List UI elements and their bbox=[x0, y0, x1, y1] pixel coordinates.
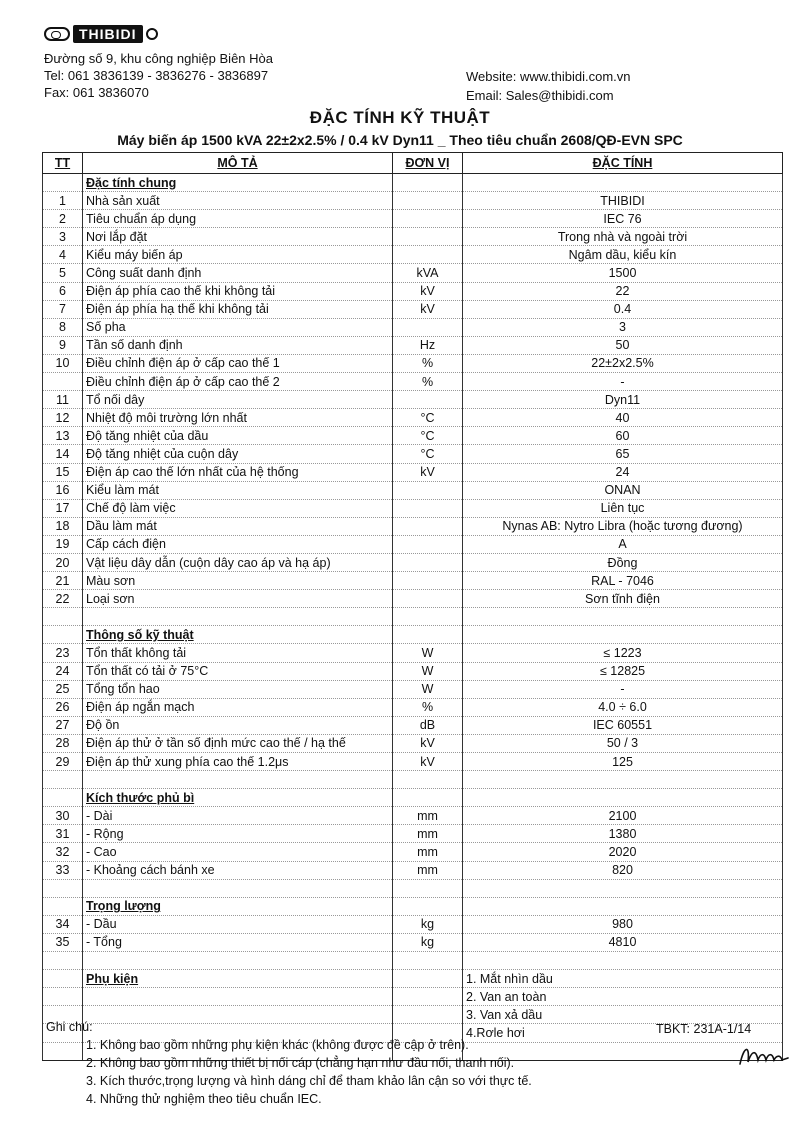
row-number: 17 bbox=[43, 499, 83, 517]
row-description: Đặc tính chung bbox=[83, 174, 393, 192]
row-description: Loại sơn bbox=[83, 590, 393, 608]
table-row bbox=[43, 879, 783, 897]
row-value: Nynas AB: Nytro Libra (hoặc tương đương) bbox=[463, 517, 783, 535]
row-description: Công suất danh định bbox=[83, 264, 393, 282]
row-number: 14 bbox=[43, 445, 83, 463]
row-description: Điện áp thử xung phía cao thế 1.2μs bbox=[83, 753, 393, 771]
row-description: Màu sơn bbox=[83, 572, 393, 590]
table-row bbox=[43, 825, 783, 843]
company-logo bbox=[44, 24, 176, 44]
table-row bbox=[43, 192, 783, 210]
row-description: Điện áp cao thế lớn nhất của hệ thống bbox=[83, 463, 393, 481]
row-description: Độ tăng nhiệt của cuộn dây bbox=[83, 445, 393, 463]
row-unit: kV bbox=[393, 282, 463, 300]
table-header-row bbox=[43, 153, 783, 174]
row-description: Tổ nối dây bbox=[83, 391, 393, 409]
row-number: 5 bbox=[43, 264, 83, 282]
row-value: Liên tục bbox=[463, 499, 783, 517]
row-value: Đồng bbox=[463, 553, 783, 571]
row-description: Số pha bbox=[83, 318, 393, 336]
row-value: 0.4 bbox=[463, 300, 783, 318]
table-row bbox=[43, 499, 783, 517]
row-unit bbox=[393, 228, 463, 246]
row-value: 40 bbox=[463, 409, 783, 427]
document-subtitle: Máy biến áp 1500 kVA 22±2x2.5% / 0.4 kV Dyn11 _ Theo tiêu chuẩn 2608/QĐ-EVN SPC bbox=[117, 132, 683, 148]
table-row bbox=[43, 409, 783, 427]
row-description bbox=[83, 988, 393, 1006]
row-number bbox=[43, 988, 83, 1006]
row-number: 21 bbox=[43, 572, 83, 590]
row-number: 31 bbox=[43, 825, 83, 843]
table-row bbox=[43, 590, 783, 608]
row-description: Tổng tổn hao bbox=[83, 680, 393, 698]
row-number bbox=[43, 608, 83, 626]
row-unit: kVA bbox=[393, 264, 463, 282]
row-unit bbox=[393, 246, 463, 264]
logo-ring-icon bbox=[44, 27, 70, 41]
row-value: 2020 bbox=[463, 843, 783, 861]
table-row bbox=[43, 952, 783, 970]
table-row bbox=[43, 427, 783, 445]
row-number: 18 bbox=[43, 517, 83, 535]
row-number: 12 bbox=[43, 409, 83, 427]
row-unit bbox=[393, 318, 463, 336]
row-value: 820 bbox=[463, 861, 783, 879]
row-description bbox=[83, 771, 393, 789]
row-value: 50 bbox=[463, 336, 783, 354]
table-row bbox=[43, 662, 783, 680]
table-section-row bbox=[43, 174, 783, 192]
row-value: 4810 bbox=[463, 933, 783, 951]
row-unit: W bbox=[393, 680, 463, 698]
row-number: 29 bbox=[43, 753, 83, 771]
row-unit bbox=[393, 572, 463, 590]
document-code: TBKT: 231A-1/14 bbox=[656, 1022, 752, 1036]
table-row bbox=[43, 336, 783, 354]
row-description: Vật liệu dây dẫn (cuộn dây cao áp và hạ áp) bbox=[83, 553, 393, 571]
row-value: IEC 76 bbox=[463, 210, 783, 228]
header-description: MÔ TẢ bbox=[83, 153, 393, 174]
table-row bbox=[43, 445, 783, 463]
row-value: - bbox=[463, 680, 783, 698]
row-value: Ngâm dầu, kiểu kín bbox=[463, 246, 783, 264]
row-description: Tiêu chuẩn áp dụng bbox=[83, 210, 393, 228]
row-value: 2. Van an toàn bbox=[463, 988, 783, 1006]
row-number: 23 bbox=[43, 644, 83, 662]
row-description: - Tổng bbox=[83, 933, 393, 951]
row-description bbox=[83, 952, 393, 970]
table-row bbox=[43, 861, 783, 879]
row-value: A bbox=[463, 535, 783, 553]
row-number: 9 bbox=[43, 336, 83, 354]
table-row bbox=[43, 843, 783, 861]
row-description: Nhiệt độ môi trường lớn nhất bbox=[83, 409, 393, 427]
row-number: 20 bbox=[43, 553, 83, 571]
table-row bbox=[43, 210, 783, 228]
table-row bbox=[43, 354, 783, 372]
row-value: ≤ 12825 bbox=[463, 662, 783, 680]
row-description: Độ tăng nhiệt của dầu bbox=[83, 427, 393, 445]
row-value: Sơn tĩnh điện bbox=[463, 590, 783, 608]
row-description: Kiểu làm mát bbox=[83, 481, 393, 499]
row-unit: mm bbox=[393, 861, 463, 879]
row-description: Cấp cách điện bbox=[83, 535, 393, 553]
row-value: 22 bbox=[463, 282, 783, 300]
row-unit: % bbox=[393, 698, 463, 716]
row-number: 13 bbox=[43, 427, 83, 445]
row-value: 125 bbox=[463, 753, 783, 771]
table-row bbox=[43, 373, 783, 391]
row-description: Điều chỉnh điện áp ở cấp cao thế 1 bbox=[83, 354, 393, 372]
row-description: Thông số kỹ thuật bbox=[83, 626, 393, 644]
row-number: 8 bbox=[43, 318, 83, 336]
row-description: Kích thước phủ bì bbox=[83, 789, 393, 807]
row-value: THIBIDI bbox=[463, 192, 783, 210]
row-value bbox=[463, 174, 783, 192]
document-title: ĐẶC TÍNH KỸ THUẬT bbox=[309, 108, 491, 127]
table-row bbox=[43, 807, 783, 825]
row-value: 1380 bbox=[463, 825, 783, 843]
row-description: Kiểu máy biến áp bbox=[83, 246, 393, 264]
note-item: 3. Kích thước,trọng lượng và hình dáng chỉ để tham khảo lân cận so với thực tế. bbox=[86, 1074, 532, 1088]
row-unit: kg bbox=[393, 915, 463, 933]
row-unit: kV bbox=[393, 734, 463, 752]
table-row bbox=[43, 771, 783, 789]
row-unit: °C bbox=[393, 445, 463, 463]
row-unit bbox=[393, 952, 463, 970]
row-number bbox=[43, 952, 83, 970]
row-number: 24 bbox=[43, 662, 83, 680]
row-value: 22±2x2.5% bbox=[463, 354, 783, 372]
company-website: Website: www.thibidi.com.vn bbox=[466, 69, 631, 84]
row-unit: °C bbox=[393, 427, 463, 445]
table-row bbox=[43, 300, 783, 318]
row-unit: kV bbox=[393, 753, 463, 771]
row-description: Điện áp phía cao thế khi không tải bbox=[83, 282, 393, 300]
row-value bbox=[463, 879, 783, 897]
row-description bbox=[83, 1006, 393, 1024]
note-item: 2. Không bao gồm những thiết bị nối cáp (chẳng hạn như đầu nối, thanh nối). bbox=[86, 1056, 515, 1070]
table-row bbox=[43, 282, 783, 300]
row-number bbox=[43, 771, 83, 789]
row-unit bbox=[393, 771, 463, 789]
row-value bbox=[463, 626, 783, 644]
row-unit bbox=[393, 879, 463, 897]
table-row bbox=[43, 228, 783, 246]
row-unit bbox=[393, 1006, 463, 1024]
table-row bbox=[43, 517, 783, 535]
row-number: 32 bbox=[43, 843, 83, 861]
table-row bbox=[43, 463, 783, 481]
row-unit bbox=[393, 517, 463, 535]
row-unit bbox=[393, 481, 463, 499]
table-row bbox=[43, 553, 783, 571]
row-number: 34 bbox=[43, 915, 83, 933]
table-section-row bbox=[43, 789, 783, 807]
row-unit: dB bbox=[393, 716, 463, 734]
logo-wordmark: THIBIDI bbox=[73, 25, 143, 43]
row-number bbox=[43, 897, 83, 915]
row-number: 35 bbox=[43, 933, 83, 951]
logo-circle-icon bbox=[146, 28, 158, 40]
notes-label: Ghi chú: bbox=[46, 1020, 93, 1034]
row-description: Trọng lượng bbox=[83, 897, 393, 915]
table-row bbox=[43, 391, 783, 409]
row-description: Điện áp thử ở tần số định mức cao thế / hạ thế bbox=[83, 734, 393, 752]
row-description: - Khoảng cách bánh xe bbox=[83, 861, 393, 879]
row-value: ONAN bbox=[463, 481, 783, 499]
company-address: Đường số 9, khu công nghiệp Biên Hòa bbox=[44, 51, 273, 66]
row-unit: % bbox=[393, 373, 463, 391]
row-description bbox=[83, 608, 393, 626]
row-unit: % bbox=[393, 354, 463, 372]
row-unit bbox=[393, 535, 463, 553]
row-description: - Rộng bbox=[83, 825, 393, 843]
row-unit bbox=[393, 626, 463, 644]
row-value bbox=[463, 771, 783, 789]
row-description bbox=[83, 879, 393, 897]
company-phone: Tel: 061 3836139 - 3836276 - 3836897 bbox=[44, 68, 269, 83]
note-item: 1. Không bao gồm những phụ kiện khác (không được đề cập ở trên). bbox=[86, 1038, 469, 1052]
row-unit bbox=[393, 210, 463, 228]
row-value: 60 bbox=[463, 427, 783, 445]
header-tt: TT bbox=[43, 153, 83, 174]
table-section-row bbox=[43, 626, 783, 644]
table-row bbox=[43, 915, 783, 933]
row-description: Điện áp phía hạ thế khi không tải bbox=[83, 300, 393, 318]
table-row bbox=[43, 608, 783, 626]
row-value: - bbox=[463, 373, 783, 391]
row-value: 65 bbox=[463, 445, 783, 463]
row-number: 2 bbox=[43, 210, 83, 228]
row-unit: kg bbox=[393, 933, 463, 951]
table-section-row bbox=[43, 970, 783, 988]
row-unit bbox=[393, 499, 463, 517]
row-value: 24 bbox=[463, 463, 783, 481]
row-unit: mm bbox=[393, 843, 463, 861]
row-unit bbox=[393, 174, 463, 192]
signature-mark bbox=[736, 1040, 792, 1070]
table-row bbox=[43, 318, 783, 336]
note-item: 4. Những thử nghiệm theo tiêu chuẩn IEC. bbox=[86, 1092, 322, 1106]
row-number bbox=[43, 1042, 83, 1060]
row-number: 22 bbox=[43, 590, 83, 608]
row-number bbox=[43, 626, 83, 644]
row-unit bbox=[393, 970, 463, 988]
table-row bbox=[43, 535, 783, 553]
table-row bbox=[43, 988, 783, 1006]
row-unit bbox=[393, 988, 463, 1006]
row-number bbox=[43, 373, 83, 391]
company-email: Email: Sales@thibidi.com bbox=[466, 88, 614, 103]
row-value: IEC 60551 bbox=[463, 716, 783, 734]
row-number bbox=[43, 174, 83, 192]
row-unit bbox=[393, 608, 463, 626]
row-number bbox=[43, 970, 83, 988]
company-fax: Fax: 061 3836070 bbox=[44, 85, 149, 100]
row-description: Chế độ làm việc bbox=[83, 499, 393, 517]
row-unit: Hz bbox=[393, 336, 463, 354]
row-value: 3 bbox=[463, 318, 783, 336]
row-unit: kV bbox=[393, 463, 463, 481]
row-number: 28 bbox=[43, 734, 83, 752]
row-number: 11 bbox=[43, 391, 83, 409]
row-number: 30 bbox=[43, 807, 83, 825]
table-row bbox=[43, 933, 783, 951]
row-number: 19 bbox=[43, 535, 83, 553]
table-row bbox=[43, 572, 783, 590]
table-row bbox=[43, 753, 783, 771]
table-row bbox=[43, 680, 783, 698]
table-row bbox=[43, 734, 783, 752]
row-number: 25 bbox=[43, 680, 83, 698]
row-value: 50 / 3 bbox=[463, 734, 783, 752]
row-unit bbox=[393, 897, 463, 915]
table-row bbox=[43, 644, 783, 662]
row-value: 1500 bbox=[463, 264, 783, 282]
row-number bbox=[43, 879, 83, 897]
row-number: 15 bbox=[43, 463, 83, 481]
row-description: Điều chỉnh điện áp ở cấp cao thế 2 bbox=[83, 373, 393, 391]
row-number: 16 bbox=[43, 481, 83, 499]
row-number: 10 bbox=[43, 354, 83, 372]
row-unit bbox=[393, 192, 463, 210]
row-unit: kV bbox=[393, 300, 463, 318]
row-number: 33 bbox=[43, 861, 83, 879]
row-value: 980 bbox=[463, 915, 783, 933]
row-description: - Dầu bbox=[83, 915, 393, 933]
row-description: Tổn thất có tải ở 75°C bbox=[83, 662, 393, 680]
row-unit: mm bbox=[393, 807, 463, 825]
row-unit: °C bbox=[393, 409, 463, 427]
row-description: Tần số danh định bbox=[83, 336, 393, 354]
table-row bbox=[43, 698, 783, 716]
row-value bbox=[463, 897, 783, 915]
row-value: 4.0 ÷ 6.0 bbox=[463, 698, 783, 716]
row-number: 4 bbox=[43, 246, 83, 264]
row-number: 1 bbox=[43, 192, 83, 210]
table-section-row bbox=[43, 897, 783, 915]
row-number: 7 bbox=[43, 300, 83, 318]
row-value: 4.Rơle hơi bbox=[463, 1024, 783, 1042]
row-description: Điện áp ngắn mạch bbox=[83, 698, 393, 716]
table-row bbox=[43, 246, 783, 264]
row-unit: W bbox=[393, 662, 463, 680]
row-value bbox=[463, 608, 783, 626]
row-value bbox=[463, 952, 783, 970]
row-number: 26 bbox=[43, 698, 83, 716]
row-description: Dầu làm mát bbox=[83, 517, 393, 535]
row-description: Nhà sản xuất bbox=[83, 192, 393, 210]
row-value: 3. Van xả dầu bbox=[463, 1006, 783, 1024]
row-value: ≤ 1223 bbox=[463, 644, 783, 662]
row-description: Nơi lắp đặt bbox=[83, 228, 393, 246]
table-row bbox=[43, 716, 783, 734]
row-unit bbox=[393, 391, 463, 409]
row-number: 3 bbox=[43, 228, 83, 246]
row-number: 6 bbox=[43, 282, 83, 300]
row-value: 2100 bbox=[463, 807, 783, 825]
row-value: 1. Mắt nhìn dầu bbox=[463, 970, 783, 988]
row-value: RAL - 7046 bbox=[463, 572, 783, 590]
row-unit bbox=[393, 590, 463, 608]
table-row bbox=[43, 264, 783, 282]
row-value: Dyn11 bbox=[463, 391, 783, 409]
header-value: ĐẶC TÍNH bbox=[463, 153, 783, 174]
row-unit bbox=[393, 553, 463, 571]
row-description: Phụ kiện bbox=[83, 970, 393, 988]
row-unit: W bbox=[393, 644, 463, 662]
row-value: Trong nhà và ngoài trời bbox=[463, 228, 783, 246]
spec-table bbox=[42, 152, 783, 1061]
row-description: Tổn thất không tải bbox=[83, 644, 393, 662]
header-unit: ĐƠN VỊ bbox=[393, 153, 463, 174]
row-number bbox=[43, 789, 83, 807]
row-description: - Dài bbox=[83, 807, 393, 825]
table-row bbox=[43, 481, 783, 499]
row-unit bbox=[393, 789, 463, 807]
table-body bbox=[43, 174, 783, 1061]
row-unit: mm bbox=[393, 825, 463, 843]
row-description: Độ ồn bbox=[83, 716, 393, 734]
row-description: - Cao bbox=[83, 843, 393, 861]
row-value bbox=[463, 789, 783, 807]
row-number: 27 bbox=[43, 716, 83, 734]
